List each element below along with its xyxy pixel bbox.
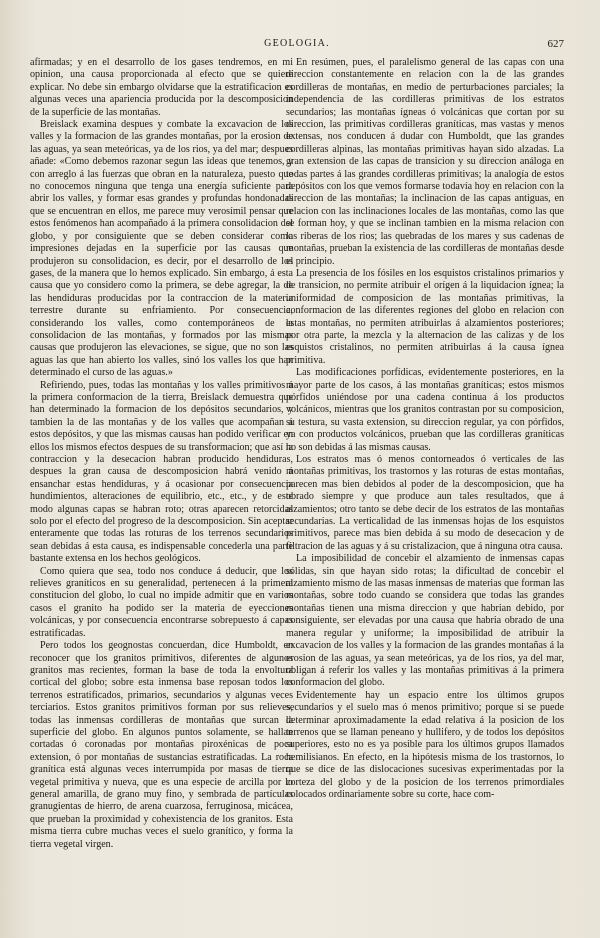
paragraph: Las modificaciones porfídicas, evidentemente posteriores, en la mayor parte de los casos, á las montañas graníticas; estos mismos pórfidos uniéndose por una cadena continua á los productos volcánicos, mientras que los granitos contrastan por su composicion, su testura, su vasta extension, su direccion regular, ya con pórfidos, ya con productos volcánicos, prueban que las cordilleras graníticas no son debidas á las mismas causas. bbox=[286, 367, 564, 453]
left-column bbox=[30, 57, 293, 851]
paragraph: La presencia de los fósiles en los esquistos cristalinos primarios y de transicion, no permite atribuir el orígen á la liquidacion ígnea; la uniformidad de composicion de las montañas primitivas, la conformacion de las diferentes regiones del globo en relacion con estas montañas, no permiten atribuirlas á alzamientos posteriores; por otra parte, la mezcla y la alternacion de las calizas y de los esquistos cristalinos, no permiten atribuirlas á la causa ígnea primitiva. bbox=[286, 267, 564, 366]
paragraph: Como quiera que sea, todo nos conduce á deducir, que los relieves graníticos en su generalidad, pertenecen á la primera constitucion del globo, lo cual no impide admitir que en varios casos el granito ha podido ser la materia de eyecciones volcánicas, y por consecuencia encontrarse sobrepuesto á capas estratificadas. bbox=[30, 565, 293, 639]
page-header bbox=[30, 38, 564, 54]
paragraph: Los estratos mas ó menos contorneados ó verticales de las montañas primitivas, los trastornos y las roturas de estas montañas, parecen mas bien debidos al poder de la descomposicion, que ha obrado siempre y que produce aun tales resultados, que á alzamientos; otro tanto se debe decir de los estratos de las montañas secundarias. La verticalidad de las inmensas hojas de los esquistos primitivos, parece mas bien debida á su modo de desecacion y de filtracion de las aguas y á su cristalizacion, que á ninguna otra causa. bbox=[286, 454, 564, 552]
paragraph: Pero todos los geognostas concuerdan, dice Humboldt, en reconocer que los granitos primitivos, diferentes de algunos granitos mas recientes, forman la base de toda la envoltura cortical del globo; sobre esta inmensa base reposan todos los terrenos estratificados, primarios, secundarios y algunas veces terciarios. Estos granitos primitivos forman por sus relieves, todas las inmensas cordilleras de montañas que surcan la superficie del globo. En algunos puntos solamente, se hallan cortadas ó coronadas por montañas piroxénicas de poca extension, ó por montañas de sustancias estratificadas. La roca granítica está algunas veces interrumpida por masas de tierra vegetal primitiva y nueva, que es una especie de arcilla por lo general amarilla, de grano muy fino, y sembrada de partículas granugientas de hierro, de arena cuarzosa, ferruginosa, micácea, que prueban la proximidad y cohexistencia de los granitos. Esta misma tierra cubre muchas veces el suelo granítico, y forma la tierra vegetal virgen. bbox=[30, 640, 293, 850]
paragraph: En resúmen, pues, el paralelismo general de las capas con una direccion constantemente en relacion con la de las grandes cordilleras de montañas, en medio de perturbaciones parciales; la independencia de las cordilleras primitivas de los estratos secundarios; las montañas ígneas ó volcánicas que cortan por su direccion, las primitivas cordilleras graníticas, mas vastas y menos extensas, nos conducen á dudar con Humboldt, que las grandes cordilleras alpinas, las montañas primitivas hayan sido alzadas. La gran extension de las capas de transicion y su direccion análoga en todas partes á las grandes cordilleras primitivas; la analogía de estos depósitos con los que vemos formarse todavía hoy en relacion con la direccion de las montañas; la inclinacion de las capas antiguas, en relacion con las inclinaciones locales de las montañas, como las que se forman hoy, y que se inclinan tambien en la misma relacion con las riberas de los rios; las quebradas de los mares y sus cadenas de montañas, prueban la existencia de las cordilleras de montañas desde el principio. bbox=[286, 57, 564, 267]
page-number: 627 bbox=[547, 38, 564, 50]
paragraph: afirmadas; y en el desarrollo de los gases tendremos, en mi opinion, una causa proporcionada al efecto que se quiere explicar. No debe sin embargo olvidarse que la estratificacion es algunas veces una apariencia producida por la descomposicion de la superficie de las montañas. bbox=[30, 57, 293, 118]
right-column bbox=[286, 57, 564, 801]
paragraph: La imposibilidad de concebir el alzamiento de inmensas capas sólidas, sin que hayan sido rotas; la dificultad de concebir el alzamiento mismo de las masas inmensas de materias que forman las montañas, sobre todo cuando se considera que todas las grandes montañas tienen una misma direccion y que habrian debido, por consiguiente, ser elevadas por una causa que habria obrado de una manera regular y uniforme; la imposibilidad de atribuir la excavacion de los valles y la formacion de las grandes montañas á la erosion de las aguas, ya sean meteóricas, ya de los rios, ya del mar, obligan á referir los valles y las montañas primitivas á la primera conformacion del globo. bbox=[286, 553, 564, 689]
paragraph: Evidentemente hay un espacio entre los últimos grupos secundarios y el suelo mas ó menos primitivo; porque si se puede determinar aproximadamente la edad relativa á la posicion de los terrenos que se llaman peneano y hullifero, y de todos los depósitos superiores, esto no es ya posible para los últimos grupos llamados hemilisianos. En efecto, en la hipótesis misma de los trastornos, lo que se dice de las dislocaciones sucesivas experimentadas por la corteza del globo y de la posicion de los terrenos primordiales colocados ordinariamente sobre su corte, hace com- bbox=[286, 689, 564, 800]
paragraph: Refiriendo, pues, todas las montañas y los valles primitivos á la primera conformacion de la tierra, Breislack demuestra que han determinado la formacion de los depósitos secundarios, y tambien la de las montañas y de los valles que acompañan á estos depósitos, y que las mismas causas han podido verificar en ellos los mismos efectos despues de su transformacion; que así la contraccion y la desecacion habran producido hendiduras, despues la gran causa de descomposicion habrá venido á ensanchar estas hendiduras, y á ocasionar por consecuencia hundimientos, alteraciones de equilibrio, etc., etc., y de este modo algunas capas se habran roto; otras aparecen retorcidas solo por el efecto del progreso de la descomposicion. Sin aceptar enteramente que todas las roturas de los terrenos secundarios sean debidas á esta causa, es indispensable concederla una parte bastante extensa en los hechos geológicos. bbox=[30, 379, 293, 565]
running-head: GEOLOGIA. bbox=[264, 38, 330, 49]
paragraph: Breislack examina despues y combate la excavacion de los valles y la formacion de las grandes montañas, por la erosion de las aguas, ya sean meteóricas, ya de los rios, ya del mar; despues añade: «Como debemos razonar segun las ideas que tenemos, y con arreglo á las fuerzas que obran en la naturaleza, puesto que no conocemos ninguna que tenga una energía suficiente para abrir los valles, y formar esas grandes y profundas hondonadas que se encuentran en ellos, me parece muy verosímil pensar que estos fenómenos han acompañado á la primera consolidacion del globo, y por consiguiente que se deben considerar como impresiones dejadas en la superficie por las causas que produjeron su consolidacion, es decir, por el desarrollo de los gases, de la manera que lo hemos explicado. Sin embargo, á esta causa que yo considero como la primera, se debe agregar, la de las hendiduras producidas por la contraccion de la materia terrestre durante su enfriamiento. Por consecuencia, considerando los valles, como contemporáneos de la consolidacion de las montañas, y formados por las mismas causas que produjeron las elevaciones, se sigue, que no son las aguas las que han abierto los valles, sinó los valles los que han determinado el curso de las aguas.» bbox=[30, 119, 293, 379]
